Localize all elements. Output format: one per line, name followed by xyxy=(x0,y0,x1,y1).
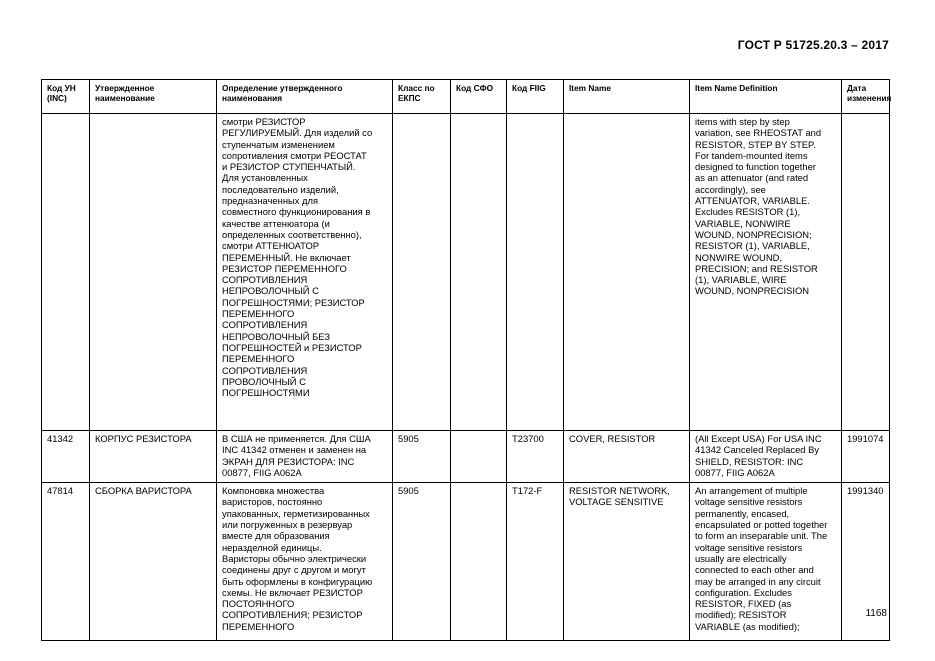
cell-item-name xyxy=(564,114,690,431)
col-header-item-definition: Item Name Definition xyxy=(690,80,842,114)
classification-table xyxy=(41,79,890,641)
cell-inc: 47814 xyxy=(42,483,90,641)
cell-class xyxy=(393,114,451,431)
document-header: ГОСТ Р 51725.20.3 – 2017 xyxy=(737,38,889,52)
cell-inc: 41342 xyxy=(42,431,90,483)
cell-item-name: RESISTOR NETWORK, VOLTAGE SENSITIVE xyxy=(564,483,690,641)
table-row xyxy=(42,114,890,431)
cell-sfo xyxy=(451,114,507,431)
col-header-inc: Код УН (INC) xyxy=(42,80,90,114)
cell-inc xyxy=(42,114,90,431)
cell-class: 5905 xyxy=(393,431,451,483)
col-header-approved-name: Утвержденное наименование xyxy=(90,80,217,114)
cell-definition-ru: Компоновка множества варисторов, постоянно упакованных, герметизированных или погруженных в резервуар вместе для образования неразделной единицы. Варисторы обычно электрически соединены друг с другом и могут быть оформлены в конфигурацию схемы. Не включает РЕЗИСТОР ПОСТОЯННОГО СОПРОТИВЛЕНИЯ; РЕЗИСТОР ПЕРЕМЕННОГО xyxy=(217,483,393,641)
cell-sfo xyxy=(451,483,507,641)
cell-definition-ru: смотри РЕЗИСТОР РЕГУЛИРУЕМЫЙ. Для изделий со ступенчатым изменением сопротивления смотри РЕОСТАТ и РЕЗИСТОР СТУПЕНЧАТЫЙ. Для установленных последовательно изделий, предназначенных для совместного функционирования в качестве аттенюатора (и определенных соответственно), смотри АТТЕНЮАТОР ПЕРЕМЕННЫЙ. Не включает РЕЗИСТОР ПЕРЕМЕННОГО СОПРОТИВЛЕНИЯ НЕПРОВОЛОЧНЫЙ С ПОГРЕШНОСТЯМИ; РЕЗИСТОР ПЕРЕМЕННОГО СОПРОТИВЛЕНИЯ НЕПРОВОЛОЧНЫЙ БЕЗ ПОГРЕШНОСТЕЙ и РЕЗИСТОР ПЕРЕМЕННОГО СОПРОТИВЛЕНИЯ ПРОВОЛОЧНЫЙ С ПОГРЕШНОСТЯМИ xyxy=(217,114,393,431)
cell-approved-name: СБОРКА ВАРИСТОРА xyxy=(90,483,217,641)
table-header-row xyxy=(42,80,890,114)
cell-change-date: 1991074 xyxy=(842,431,890,483)
col-header-class: Класс по ЕКПС xyxy=(393,80,451,114)
col-header-sfo: Код СФО xyxy=(451,80,507,114)
cell-approved-name: КОРПУС РЕЗИСТОРА xyxy=(90,431,217,483)
cell-fiig: T172-F xyxy=(507,483,564,641)
table-row xyxy=(42,483,890,641)
cell-change-date xyxy=(842,114,890,431)
col-header-change-date: Дата изменения xyxy=(842,80,890,114)
cell-item-definition: An arrangement of multiple voltage sensitive resistors permanently, encased, encapsulated or potted together to form an inseparable unit. The voltage sensitive resistors usually are electrically connected to each other and may be arranged in any circuit configuration. Excludes RESISTOR, FIXED (as modified); RESISTOR VARIABLE (as modified); xyxy=(690,483,842,641)
col-header-item-name: Item Name xyxy=(564,80,690,114)
cell-approved-name xyxy=(90,114,217,431)
col-header-fiig: Код FIIG xyxy=(507,80,564,114)
cell-item-name: COVER, RESISTOR xyxy=(564,431,690,483)
table-row xyxy=(42,431,890,483)
cell-fiig: T23700 xyxy=(507,431,564,483)
cell-definition-ru: В США не применяется. Для США INC 41342 отменен и заменен на ЭКРАН ДЛЯ РЕЗИСТОРА: INC 00877, FIIG A062A xyxy=(217,431,393,483)
page-number: 1168 xyxy=(865,608,887,619)
cell-item-definition: (All Except USA) For USA INC 41342 Canceled Replaced By SHIELD, RESISTOR: INC 00877, FIIG A062A xyxy=(690,431,842,483)
cell-item-definition: items with step by step variation, see RHEOSTAT and RESISTOR, STEP BY STEP. For tandem-mounted items designed to function together as an attenuator (and rated accordingly), see ATTENUATOR, VARIABLE. Excludes RESISTOR (1), VARIABLE, NONWIRE WOUND, NONPRECISION; RESISTOR (1), VARIABLE, NONWIRE WOUND, PRECISION; and RESISTOR (1), VARIABLE, WIRE WOUND, NONPRECISION xyxy=(690,114,842,431)
cell-change-date: 1991340 xyxy=(842,483,890,641)
cell-class: 5905 xyxy=(393,483,451,641)
col-header-definition-ru: Определение утвержденного наименования xyxy=(217,80,393,114)
cell-fiig xyxy=(507,114,564,431)
cell-sfo xyxy=(451,431,507,483)
